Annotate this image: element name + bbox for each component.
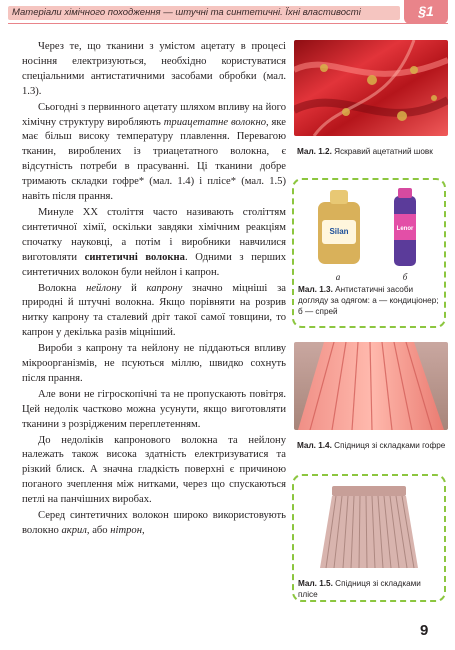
text-span: значно міцніші за природні й штучні волокна. Якщо порівняти на розрив нитку капрону та сталевий дріт такої самої товщини, то капрон у декілька разів міцніший. [22,282,286,339]
figure-frame-1-5 [292,474,446,602]
silk-photo [294,40,448,136]
text-span: й [121,282,147,294]
caption-label: Мал. 1.3. [298,285,333,294]
paragraph: Вироби з капрону та нейлону не піддаються впливу мікроорганізмів, не псуються міллю, швидко сохнуть після прання. [22,343,286,384]
text-span: Минуле XX століття часто називають століттям синтетичної хімії, оскільки завдяки хімічним реакціям спочатку науковці, а потім і виробники навчилися виготовляти [22,206,286,263]
antistatic-products-illustration [294,184,444,284]
caption-fig-1-5 [298,578,442,600]
header-rule [8,23,448,24]
term-emphasis: нітрон [110,525,142,536]
caption-label: Мал. 1.2. [297,147,332,156]
figure-frame-1-3 [292,178,446,328]
sublabel-b: б [402,272,408,282]
term-emphasis: нейлону [86,282,122,294]
caption-label: Мал. 1.4. [297,441,332,450]
page-number: 9 [420,622,429,639]
caption-text: Яскравий ацетатний шовк [331,147,433,156]
caption-text: Антистатичні засоби догляду за одягом: а — кондиціонер; б — спрей [298,285,439,316]
pleated-skirt-illustration [294,480,444,576]
caption-fig-1-3 [298,284,442,317]
paragraph: До недоліків капронового волокна та нейлону належать також висока здатність електризуватися та різкий блиск. А значна гладкість поверхні є причиною поганого зчеплення між нитками, через що спускаються петлі на панчішних виробах. [22,434,286,506]
paragraph [22,206,286,281]
term-emphasis: триацетатне волокно [163,116,267,128]
term-emphasis: капрону [146,282,183,294]
section-number: §1 [418,3,434,19]
text-span: Сьогодні з первинного ацетату шляхом впливу на його хімічну структуру виробляють [22,101,286,128]
running-header [0,0,455,30]
caption-fig-1-2 [297,146,447,157]
bottle-brand: Silan [329,227,349,236]
gofre-skirt-photo [294,342,448,430]
text-span: Волокна [38,282,87,294]
caption-text: Спідниця зі складками плісе [298,579,421,599]
term-emphasis: акрил [61,525,87,536]
term-bold: синтетичні волокна [84,251,185,263]
caption-label: Мал. 1.5. [298,579,333,588]
text-span: Серед синтетичних волокон широко використовують волокно [22,510,286,536]
paragraph [22,509,286,539]
text-span: , [141,525,145,536]
text-span: , яке має більш високу температуру плавлення. Перевагою тканин, вироблених із триацетатного волокна, є відсутність потреби в прасуванні. Ці тканини добре тримають складки гофре* (мал. 1.4) і плісе* (мал. 1.5) навіть після прання. [22,116,286,203]
text-span: . Одними з перших синтетичних волокон були нейлон і капрон. [22,251,286,278]
sublabel-a: а [335,272,341,282]
caption-text: Спідниця зі складками гофре [331,441,446,450]
paragraph: Через те, що тканини з умістом ацетату в процесі носіння електризуються, необхідно користуватися спеціальними антистатичними засобами обробки (мал. 1.3). [22,41,286,97]
paragraph: Але вони не гігроскопічні та не пропускають повітря. Цей недолік частково можна усунути, якщо виготовляти тканини з розрідженим переплетенням. [22,388,286,430]
caption-fig-1-4 [297,440,447,451]
paragraph [22,101,286,205]
can-brand: Lenor [396,226,414,232]
text-span: , або [86,525,111,536]
running-title: Матеріали хімічного походження — штучні та синтетичні. Їхні властивості [12,7,361,18]
main-text-column [22,40,286,540]
paragraph [22,282,286,342]
